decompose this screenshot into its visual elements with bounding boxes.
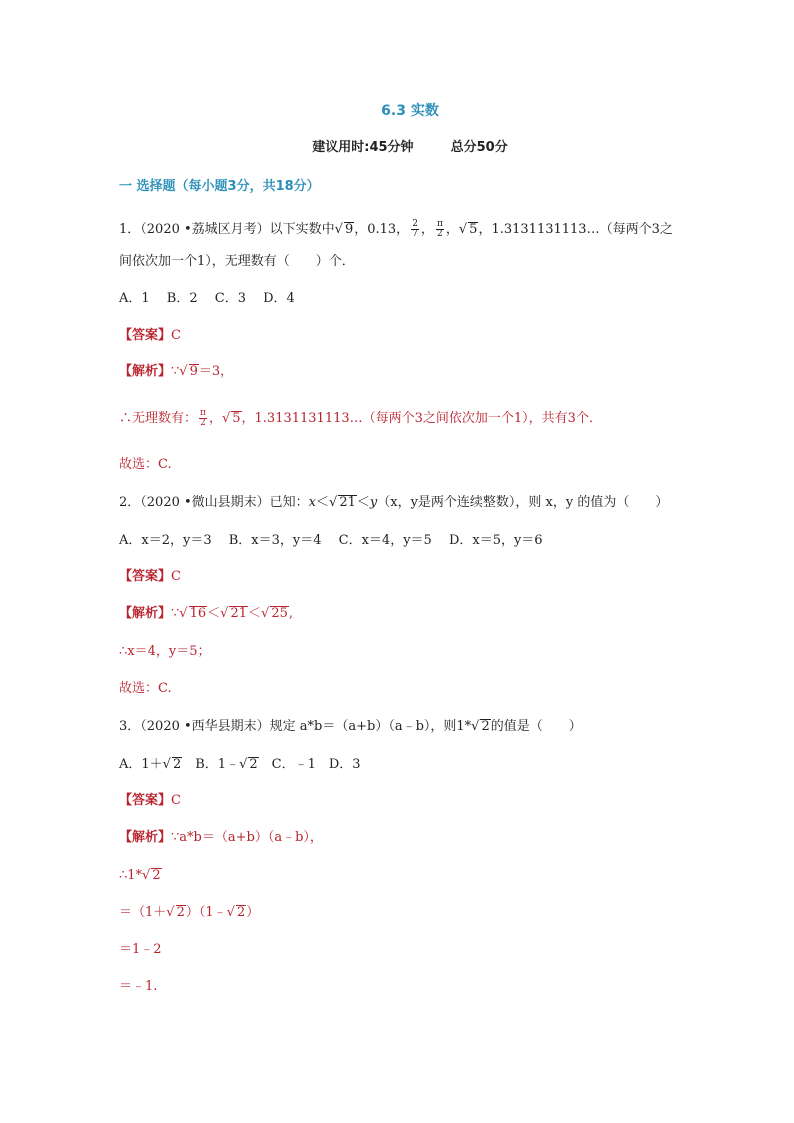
q2-therefore: ∴x＝4，y＝5； — [119, 644, 211, 659]
section-heading: 一 选择题（每小题3分，共18分） — [119, 179, 320, 194]
q2-stem: 2．（2020 •微山县期末）已知：x＜√ 21＜y（x，y是两个连续整数），则 x，y 的值为（ ） — [119, 495, 669, 510]
q1-stem-line2: 间依次加一个1），无理数有（ ）个． — [119, 254, 355, 269]
q3-step2: ＝（1＋√ 2）（1﹣√ 2） — [119, 905, 260, 920]
q1-analysis: 【解析】∵√ 9＝3， — [119, 364, 234, 379]
q3-step3: ＝1﹣2 — [119, 942, 162, 957]
q1-choose: 故选：C. — [119, 457, 172, 472]
q3-analysis: 【解析】∵a*b＝（a+b）（a﹣b）， — [119, 830, 323, 845]
q1-sqrt-9: 9 — [344, 222, 354, 237]
q3-step4: ＝﹣1. — [119, 979, 158, 994]
q1-therefore: ∴无理数有： $\frac{\pi}{2}$ ，√ 5，1.3131131113…（每两个3之间依次加一个1），共有3个． — [119, 408, 602, 428]
q1-answer: 【答案】C — [119, 328, 181, 343]
q3-answer: 【答案】C — [119, 793, 181, 808]
q3-stem: 3．（2020 •西华县期末）规定 a*b＝（a+b）（a﹣b），则1*√ 2的值是（ ） — [119, 719, 582, 734]
q1-frac-pi-2: $\frac{\pi}{2}$ — [436, 219, 443, 239]
q3-options: A．1＋√ 2 B．1﹣√ 2 C．﹣1 D．3 — [119, 757, 361, 772]
q2-choose: 故选：C. — [119, 681, 172, 696]
q2-analysis: 【解析】∵√ 16＜√ 21＜√ 25, — [119, 606, 293, 621]
time-score-line — [0, 136, 794, 155]
q1-options: A．1 B．2 C．3 D．4 — [119, 291, 295, 306]
suggested-time: 建议用时:45分钟 — [312, 140, 414, 155]
q1-stem-line1: 1．（2020 •荔城区月考）以下实数中√ 9，0.13， $\frac{2}{7}$ ， $\frac{\pi}{2}$ ，√ 5，1.3131131113…（每两个3之 — [119, 219, 673, 239]
total-score: 总分50分 — [450, 140, 508, 155]
q1-sqrt-5: 5 — [469, 222, 478, 237]
q3-step1: ∴1*√ 2 — [119, 868, 161, 883]
q2-options: A．x＝2，y＝3 B．x＝3，y＝4 C．x＝4，y＝5 D．x＝5，y＝6 — [119, 533, 543, 548]
q2-answer: 【答案】C — [119, 569, 181, 584]
page-title: 6.3 实数 — [381, 103, 439, 119]
q1-frac-2-7: $\frac{2}{7}$ — [412, 219, 418, 239]
